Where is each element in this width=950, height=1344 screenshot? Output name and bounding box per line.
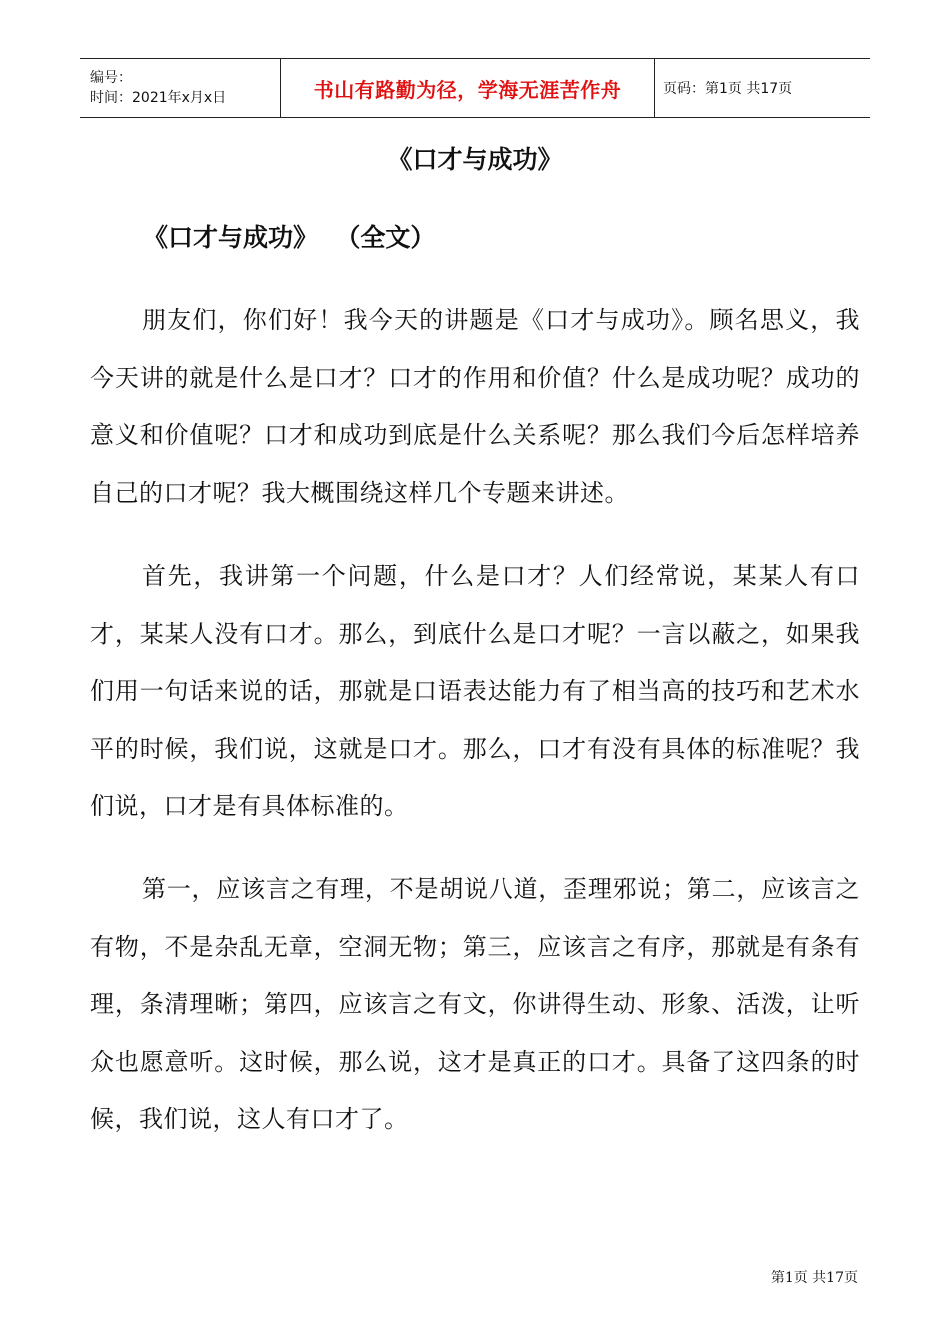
header-motto-cell bbox=[281, 59, 655, 117]
paragraph-3: 第一，应该言之有理，不是胡说八道，歪理邪说；第二，应该言之有物，不是杂乱无章，空洞无物；第三，应该言之有序，那就是有条有理，条清理晰；第四，应该言之有文，你讲得生动、形象、活泼，让听众也愿意听。这时候，那么说，这才是真正的口才。具备了这四条的时候，我们说，这人有口才了。 bbox=[90, 875, 860, 1133]
document-subtitle: 《口才与成功》 （全文） bbox=[143, 223, 436, 252]
document-time-label: 时间：2021年x月x日 bbox=[90, 90, 227, 106]
paragraph-2: 首先，我讲第一个问题，什么是口才？人们经常说，某某人有口才，某某人没有口才。那么，到底什么是口才呢？一言以蔽之，如果我们用一句话来说的话，那就是口语表达能力有了相当高的技巧和艺术水平的时候，我们说，这就是口才。那么，口才有没有具体的标准呢？我们说，口才是有具体标准的。 bbox=[90, 562, 860, 820]
document-header bbox=[80, 58, 870, 118]
header-motto: 书山有路勤为径，学海无涯苦作舟 bbox=[313, 77, 622, 102]
header-meta bbox=[80, 59, 281, 117]
header-page-info: 页码：第1页 共17页 bbox=[663, 81, 793, 97]
document-title: 《口才与成功》 bbox=[387, 145, 563, 174]
document-number-label: 编号： bbox=[90, 70, 132, 86]
page-footer: 第1页 共17页 bbox=[770, 1270, 858, 1286]
header-page-cell bbox=[655, 59, 870, 117]
paragraph-1: 朋友们，你们好！我今天的讲题是《口才与成功》。顾名思义，我今天讲的就是什么是口才？口才的作用和价值？什么是成功呢？成功的意义和价值呢？口才和成功到底是什么关系呢？那么我们今后怎样培养自己的口才呢？我大概围绕这样几个专题来讲述。 bbox=[90, 306, 860, 507]
